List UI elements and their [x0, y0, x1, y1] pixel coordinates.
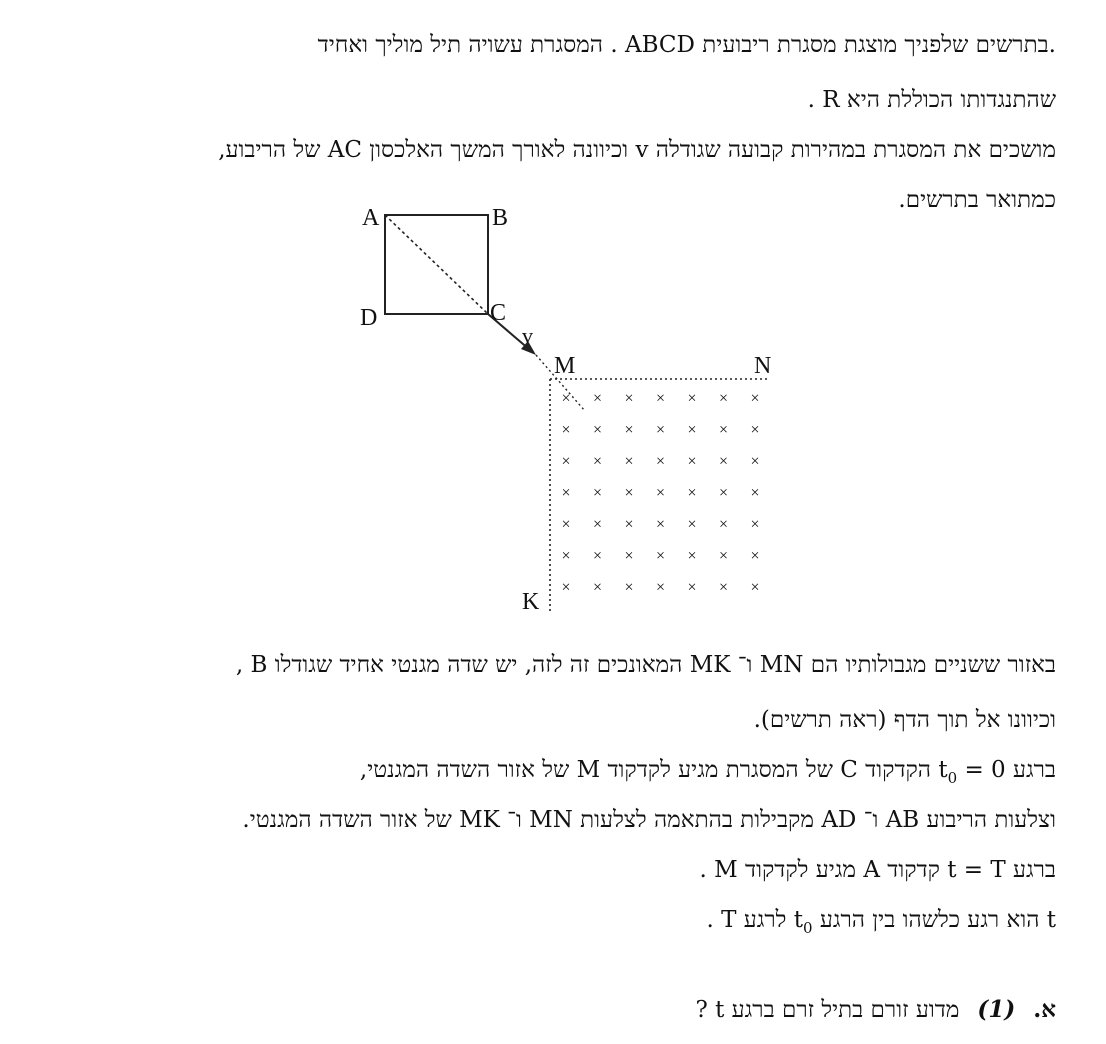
symbol: AC [327, 137, 362, 163]
field-cross: × [687, 516, 697, 533]
label-c: C [490, 300, 507, 326]
field-cross: × [561, 453, 571, 470]
symbol: MN [529, 807, 573, 833]
field-cross: × [655, 547, 666, 565]
label-n: N [754, 353, 772, 379]
field-cross: × [750, 547, 760, 565]
field-cross: × [655, 484, 666, 502]
magnetic-field-grid [561, 390, 759, 596]
field-cross: × [750, 579, 760, 596]
question-text: מדוע זורם בתיל זרם ברגע [724, 997, 960, 1023]
symbol: T [721, 907, 737, 933]
text-fragment: של המסגרת מגיע לקדקוד [600, 757, 841, 783]
physics-figure [340, 195, 800, 625]
symbol: ABCD [624, 32, 695, 58]
eq-symbol: t [793, 907, 803, 933]
text-fragment: של אזור השדה המגנטי, [359, 757, 577, 783]
field-cross: × [561, 390, 571, 407]
field-cross: × [592, 421, 603, 439]
text-fragment: ? [695, 997, 716, 1023]
field-cross: × [750, 484, 760, 502]
body-line-4 [242, 805, 1056, 835]
field-cross: × [750, 453, 760, 470]
label-b: B [492, 205, 509, 231]
equation-t0-b [793, 907, 813, 937]
field-cross: × [624, 453, 634, 470]
text-fragment: , [235, 652, 251, 678]
field-cross: × [687, 484, 697, 502]
label-v: v [522, 323, 533, 348]
symbol: AD [821, 807, 857, 833]
field-cross: × [561, 516, 571, 533]
text-fragment: . [699, 857, 715, 883]
intro-line-2 [808, 85, 1056, 115]
diagonal-ac [385, 215, 488, 314]
field-cross: × [718, 547, 729, 565]
field-cross: × [624, 484, 634, 502]
symbol: t [715, 997, 725, 1023]
label-k: K [522, 589, 540, 615]
field-cross: × [687, 390, 697, 407]
text-fragment: מקבילות בהתאמה לצלעות [572, 807, 822, 833]
field-cross: × [750, 390, 760, 407]
body-line-6 [706, 905, 1056, 943]
field-cross: × [718, 516, 729, 533]
field-cross: × [592, 547, 603, 565]
field-cross: × [718, 579, 729, 596]
label-m: M [554, 353, 576, 379]
text-fragment: של הריבוע, [218, 137, 328, 163]
field-cross: × [624, 579, 634, 596]
symbol: MN [759, 652, 804, 678]
symbol: MK [689, 652, 731, 678]
question-number: (1) [977, 996, 1016, 1023]
label-a: A [362, 205, 380, 231]
symbol: C [840, 757, 858, 783]
field-cross: × [592, 453, 603, 470]
symbol: B [250, 652, 268, 678]
field-cross: × [561, 484, 571, 502]
field-cross: × [750, 516, 760, 533]
text-fragment: מגיע לקדקוד [737, 857, 864, 883]
body-line-2 [754, 705, 1056, 735]
eq-subscript: 0 [947, 769, 958, 787]
equation-t-eq-T: t = T [947, 857, 1006, 883]
body-line-5 [700, 855, 1056, 885]
text-fragment: ו־ [730, 652, 760, 678]
text-fragment: . המסגרת עשויה תיל מוליך ואחיד [317, 32, 625, 58]
body-line-3 [360, 755, 1056, 793]
question-marker: א. [1033, 996, 1056, 1023]
text-fragment: הוא רגע כלשהו בין הרגע [812, 907, 1047, 933]
symbol: AB [885, 807, 920, 833]
intro-line-3 [218, 135, 1056, 165]
field-cross: × [624, 516, 634, 533]
label-d: D [360, 305, 378, 331]
eq-symbol: t [938, 757, 948, 783]
text-fragment: ברגע [1005, 857, 1056, 883]
field-cross: × [655, 390, 666, 407]
field-cross: × [655, 516, 666, 533]
field-cross: × [687, 421, 697, 439]
symbol: MK [459, 807, 500, 833]
text-fragment: וכיוונה לאורך המשך האלכסון [361, 137, 636, 163]
eq-rest: = 0 [957, 757, 1006, 783]
field-cross: × [750, 421, 760, 439]
field-cross: × [624, 421, 634, 439]
field-cross: × [687, 453, 697, 470]
field-cross: × [687, 579, 697, 596]
text-fragment: ברגע [1005, 757, 1056, 783]
field-cross: × [687, 547, 697, 565]
field-cross: × [561, 579, 571, 596]
symbol: R [822, 87, 840, 113]
symbol: M [576, 757, 601, 783]
field-cross: × [718, 421, 729, 439]
field-cross: × [592, 579, 603, 596]
field-cross: × [718, 453, 729, 470]
field-cross: × [592, 516, 603, 533]
text-fragment: .בתרשים שלפניך מוצגת מסגרת ריבועית [694, 32, 1056, 58]
symbol: t [1046, 907, 1056, 933]
symbol: A [863, 857, 880, 883]
text-fragment: . [807, 87, 823, 113]
text-fragment: באזור ששניים מגבולותיו הם [803, 652, 1056, 678]
field-cross: × [592, 390, 603, 407]
text-fragment: לרגע [736, 907, 794, 933]
text-fragment: . [706, 907, 722, 933]
symbol: v [635, 137, 649, 163]
text-fragment: שהתנגדותו הכוללת היא [839, 87, 1056, 113]
text-fragment: הקדקוד [857, 757, 939, 783]
text-fragment: קדקוד [879, 857, 948, 883]
text-fragment: ו־ [499, 807, 530, 833]
field-cross: × [718, 390, 729, 407]
field-cross: × [624, 547, 634, 565]
intro-line-1 [318, 30, 1056, 60]
field-cross: × [655, 421, 666, 439]
text-fragment: מושכים את המסגרת במהירות קבועה שגודלה [648, 137, 1056, 163]
text-fragment: של אזור השדה המגנטי. [242, 807, 460, 833]
field-cross: × [624, 390, 634, 407]
eq-subscript: 0 [803, 919, 813, 937]
field-cross: × [655, 453, 666, 470]
question-line [695, 995, 1056, 1025]
text-fragment: ו־ [856, 807, 886, 833]
field-cross: × [655, 579, 666, 596]
text-fragment: המאונכים זה לזה, יש שדה מגנטי אחיד שגודלו [267, 652, 690, 678]
field-cross: × [718, 484, 729, 502]
text-fragment: וצלעות הריבוע [919, 807, 1056, 833]
field-cross: × [561, 547, 571, 565]
text-fragment: וכיוונו אל תוך הדף (ראה תרשים). [753, 707, 1056, 733]
body-line-1 [236, 650, 1056, 680]
equation-t0 [938, 757, 1006, 787]
field-cross: × [561, 421, 571, 439]
symbol: M [714, 857, 738, 883]
intro-line-4 [898, 185, 1056, 215]
field-cross: × [592, 484, 603, 502]
text-fragment: כמתואר בתרשים. [898, 187, 1056, 213]
